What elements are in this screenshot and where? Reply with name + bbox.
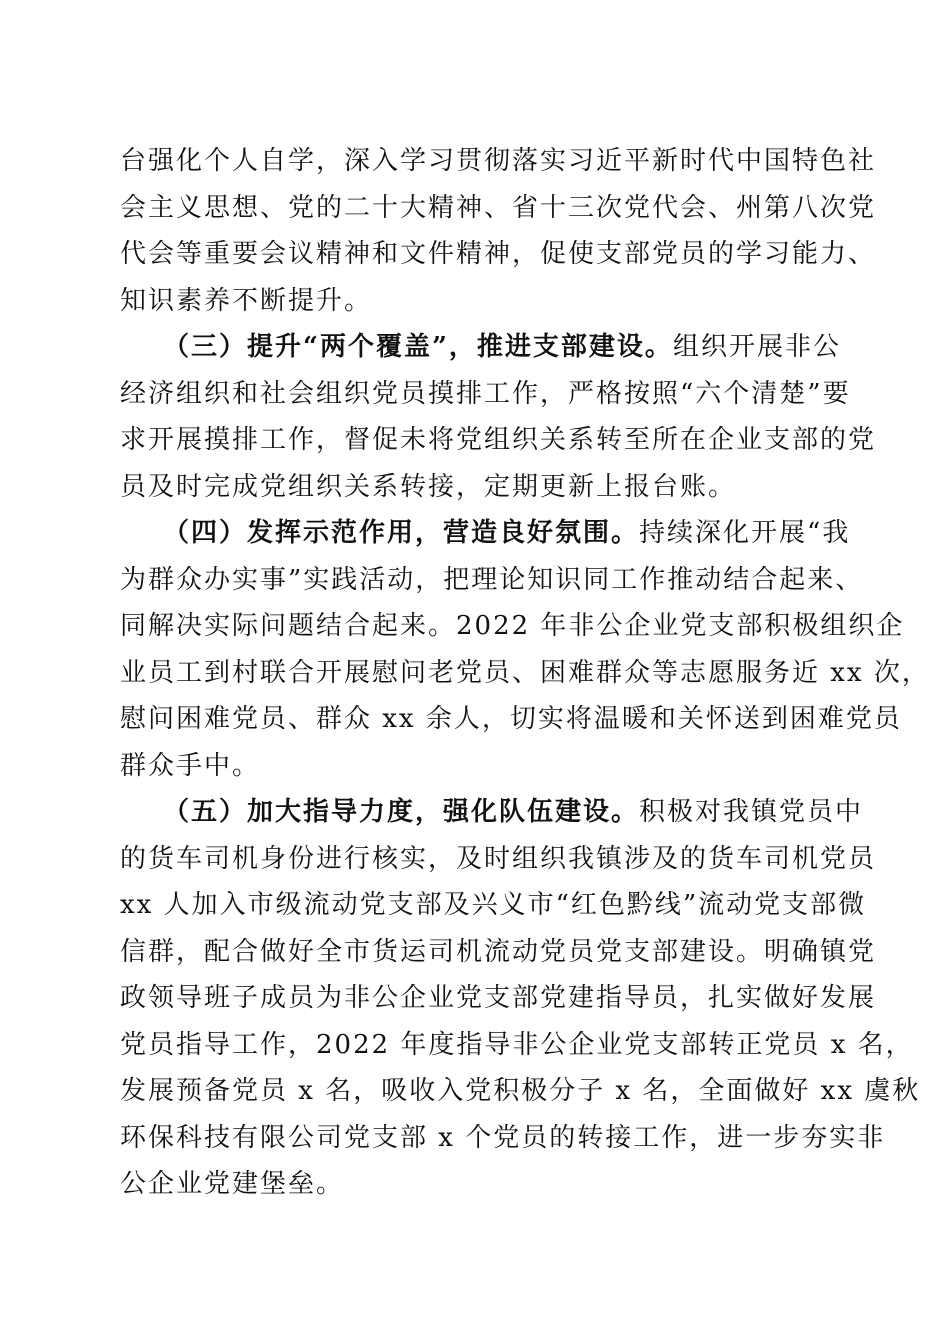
section-heading: （五）加大指导力度，强化队伍建设。 xyxy=(176,797,640,827)
text-line: 经济组织和社会组织党员摸排工作，严格按照“六个清楚”要 xyxy=(120,378,851,409)
paragraph-continuation xyxy=(120,138,877,324)
section-heading: （三）提升“两个覆盖”，推进支部建设。 xyxy=(176,332,673,362)
text-line: 环保科技有限公司党支部 x 个党员的转接工作，进一步夯实非 xyxy=(120,1122,886,1153)
text-line: 求开展摸排工作，督促未将党组织关系转至所在企业支部的党 xyxy=(120,425,877,455)
text-line: 党员指导工作，2022 年度指导非公企业党支部转正党员 x 名， xyxy=(120,1029,914,1060)
text-line-first xyxy=(120,510,851,557)
section-heading: （四）发挥示范作用，营造良好氛围。 xyxy=(176,518,640,548)
text-line: 公企业党建堡垒。 xyxy=(120,1169,345,1199)
paragraph-section-3 xyxy=(120,324,877,510)
text-line: 知识素养不断提升。 xyxy=(120,285,373,316)
document-body xyxy=(120,138,930,1208)
text-line: 台强化个人自学，深入学习贯彻落实习近平新时代中国特色社 xyxy=(120,146,877,176)
text-line: 员及时完成党组织关系转接，定期更新上报台账。 xyxy=(120,471,737,502)
text-line: xx 人加入市级流动党支部及兴义市“红色黔线”流动党支部微 xyxy=(120,890,867,920)
text-line: 慰问困难党员、群众 xx 余人，切实将温暖和关怀送到困难党员 xyxy=(120,704,902,734)
text-line-first xyxy=(120,789,864,836)
indent xyxy=(120,332,176,362)
text-line-rest: 组织开展非公 xyxy=(672,332,841,362)
paragraph-section-4 xyxy=(120,510,930,789)
paragraph-section-5 xyxy=(120,789,921,1208)
text-line: 的货车司机身份进行核实，及时组织我镇涉及的货车司机党员 xyxy=(120,843,877,874)
text-line: 会主义思想、党的二十大精神、省十三次党代会、州第八次党 xyxy=(120,192,877,223)
text-line-rest: 积极对我镇党员中 xyxy=(639,797,864,827)
text-line-first xyxy=(120,324,841,371)
text-line: 同解决实际问题结合起来。2022 年非公企业党支部积极组织企 xyxy=(120,611,905,641)
text-line: 群众手中。 xyxy=(120,750,261,781)
text-line-rest: 持续深化开展“我 xyxy=(639,518,851,548)
text-line: 发展预备党员 x 名，吸收入党积极分子 x 名，全面做好 xx 虞秋 xyxy=(120,1076,921,1106)
indent xyxy=(120,518,176,548)
text-line: 为群众办实事”实践活动，把理论知识同工作推动结合起来、 xyxy=(120,564,864,595)
text-line: 政领导班子成员为非公企业党支部党建指导员，扎实做好发展 xyxy=(120,983,877,1013)
text-line: 信群，配合做好全市货运司机流动党员党支部建设。明确镇党 xyxy=(120,936,877,967)
text-line: 代会等重要会议精神和文件精神，促使支部党员的学习能力、 xyxy=(120,239,877,269)
text-line: 业员工到村联合开展慰问老党员、困难群众等志愿服务近 xx 次， xyxy=(120,657,930,688)
indent xyxy=(120,797,176,827)
